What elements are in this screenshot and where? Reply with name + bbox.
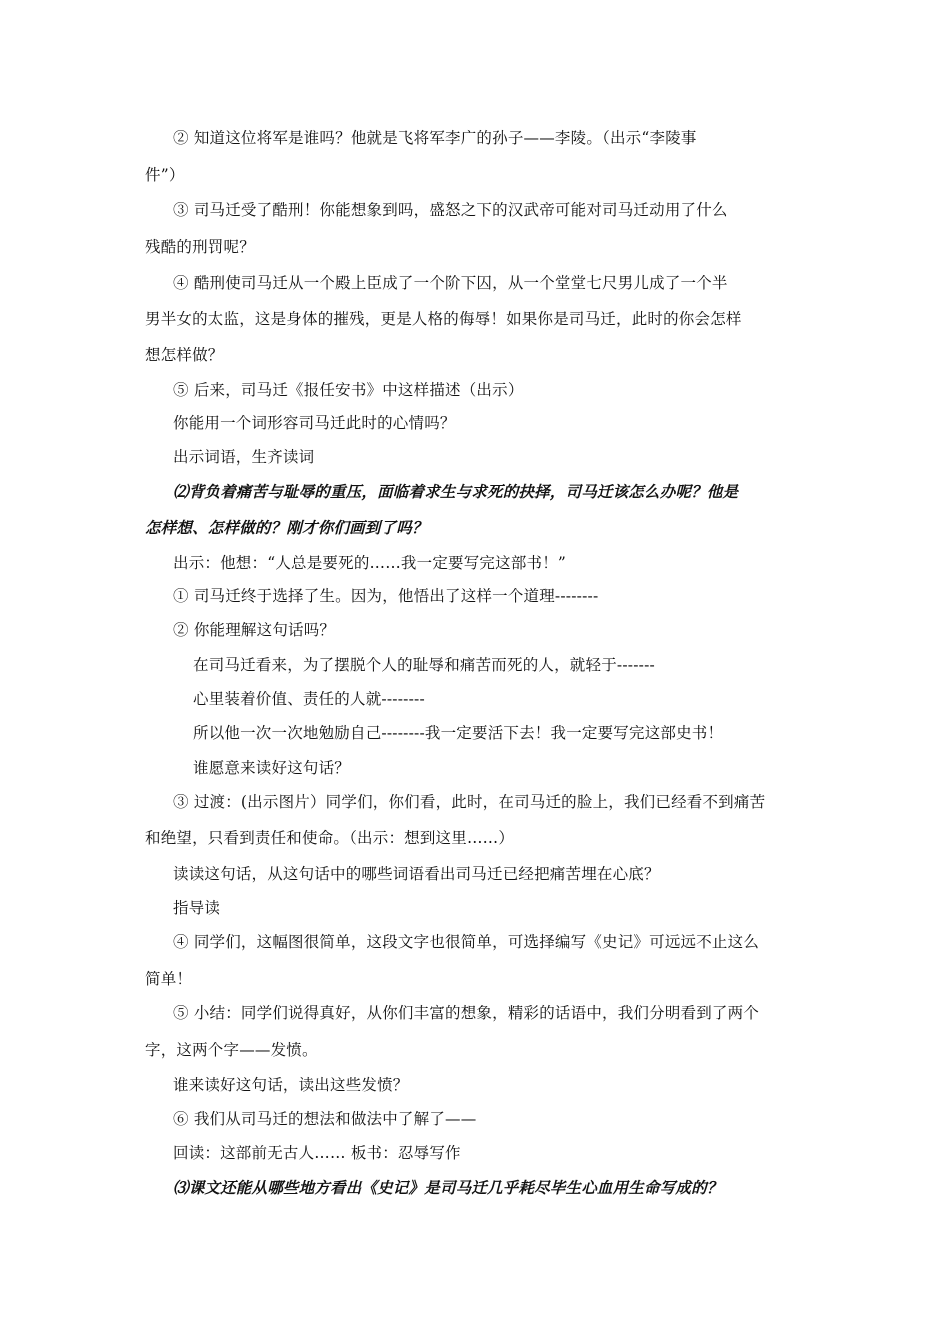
text-line: 在司马迁看来，为了摆脱个人的耻辱和痛苦而死的人，就轻于------- [193, 656, 655, 674]
text-line: 想怎样做？ [145, 346, 224, 364]
text-line: ⑤ 后来，司马迁《报任安书》中这样描述（出示） [173, 381, 524, 399]
text-line: ③ 过渡：(出示图片）同学们，你们看，此时，在司马迁的脸上，我们已经看不到痛苦 [173, 793, 766, 811]
text-line: 出示词语，生齐读词 [173, 448, 315, 466]
text-line: ④ 同学们，这幅图很简单，这段文字也很简单，可选择编写《史记》可远远不止这么 [173, 933, 760, 951]
text-line: 残酷的刑罚呢？ [145, 238, 255, 256]
text-line: 谁愿意来读好这句话？ [193, 759, 351, 777]
text-line: 心里装着价值、责任的人就-------- [193, 690, 425, 708]
text-line: ② 你能理解这句话吗？ [173, 621, 336, 639]
text-line: ⑥ 我们从司马迁的想法和做法中了解了—— [173, 1110, 477, 1128]
text-line: ② 知道这位将军是谁吗？他就是飞将军李广的孙子——李陵。（出示“李陵事 [173, 129, 697, 147]
text-line: 读读这句话，从这句话中的哪些词语看出司马迁已经把痛苦埋在心底？ [173, 865, 660, 883]
text-line: ① 司马迁终于选择了生。因为，他悟出了这样一个道理-------- [173, 587, 599, 605]
text-line: 谁来读好这句话，读出这些发愤？ [173, 1076, 409, 1094]
text-line: 男半女的太监，这是身体的摧残，更是人格的侮辱！如果你是司马迁，此时的你会怎样 [145, 310, 742, 328]
section-question: 怎样想、怎样做的？刚才你们画到了吗？ [145, 518, 428, 537]
text-line: 和绝望，只看到责任和使命。（出示：想到这里……） [145, 829, 515, 847]
text-line: 字，这两个字——发愤。 [145, 1041, 318, 1059]
text-line: 你能用一个词形容司马迁此时的心情吗？ [173, 414, 456, 432]
text-line: ④ 酷刑使司马迁从一个殿上臣成了一个阶下囚，从一个堂堂七尺男儿成了一个半 [173, 274, 728, 292]
section-question: ⑵背负着痛苦与耻辱的重压，面临着求生与求死的抉择，司马迁该怎么办呢？他是 [173, 482, 739, 501]
section-question: ⑶课文还能从哪些地方看出《史记》是司马迁几乎耗尽毕生心血用生命写成的？ [173, 1178, 723, 1197]
text-line: ⑤ 小结：同学们说得真好，从你们丰富的想象，精彩的话语中，我们分明看到了两个 [173, 1004, 760, 1022]
text-line: 回读：这部前无古人…… 板书：忍辱写作 [173, 1144, 461, 1162]
text-line: 所以他一次一次地勉励自己--------我一定要活下去！我一定要写完这部史书！ [193, 724, 724, 742]
text-line: 指导读 [173, 899, 221, 917]
text-line: 简单！ [145, 970, 193, 988]
text-line: 件”） [145, 166, 185, 184]
text-line: ③ 司马迁受了酷刑！你能想象到吗，盛怒之下的汉武帝可能对司马迁动用了什么 [173, 201, 728, 219]
text-line: 出示：他想：“人总是要死的……我一定要写完这部书！” [173, 554, 567, 572]
